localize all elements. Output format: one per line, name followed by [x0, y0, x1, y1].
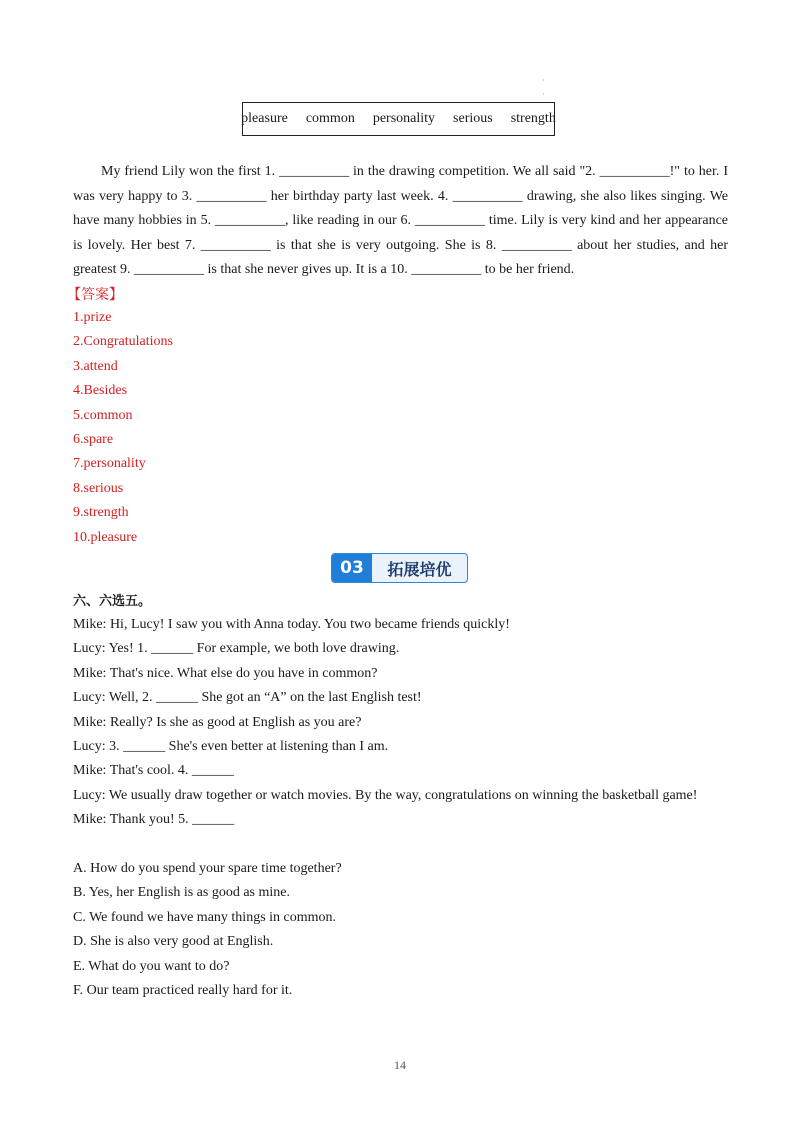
option-item: D. She is also very good at English. [73, 934, 274, 950]
word-bank-item: pleasure [241, 111, 288, 126]
dialog-line: Lucy: 3. ______ She's even better at listening than I am. [73, 738, 389, 754]
dialog-line: Mike: Really? Is she as good at English as you are? [73, 714, 362, 730]
option-item: E. What do you want to do? [73, 958, 230, 974]
dialog-line: Mike: That's cool. 4. ______ [73, 763, 234, 779]
scan-mark: · [542, 90, 545, 99]
word-bank-item: common [305, 111, 355, 126]
option-item: C. We found we have many things in common. [73, 909, 337, 925]
dialog-line: Lucy: Well, 2. ______ She got an “A” on the last English test! [73, 690, 422, 706]
answer-item: 4.Besides [73, 383, 128, 399]
answer-item: 9.strength [73, 505, 129, 521]
answer-item: 7.personality [73, 456, 146, 472]
word-bank-box [242, 102, 555, 136]
answer-item: 2.Congratulations [73, 334, 173, 350]
answer-item: 5.common [73, 407, 133, 423]
cloze-passage: My friend Lily won the first 1. __________ in the drawing competition. We all said "2. __________!" to her. I was very happy to 3. __________ her birthday party last week. 4. __________ drawing, she also likes singing. We have many hobbies in 5. __________, like reading in our 6. __________ time. Lily is very kind and her appearance is lovely. Her best 7. __________ is that she is very outgoing. She is 8. __________ about her studies, and her greatest 9. __________ is that she never gives up. It is a 10. __________ to be her friend. [73, 164, 728, 278]
scan-mark: · [542, 76, 545, 85]
dialog-line: Lucy: Yes! 1. ______ For example, we both love drawing. [73, 641, 400, 657]
option-list [73, 857, 342, 1003]
option-item: B. Yes, her English is as good as mine. [73, 885, 290, 901]
word-bank-item: strength [510, 111, 556, 126]
dialog-line: Lucy: We usually draw together or watch movies. By the way, congratulations on winning the basketball game! [73, 787, 698, 803]
section-badge-title: 拓展培优 [387, 559, 452, 579]
dialog-line: Mike: Hi, Lucy! I saw you with Anna today. You two became friends quickly! [73, 617, 510, 632]
answer-item: 6.spare [73, 431, 114, 447]
word-bank-item: personality [372, 111, 436, 126]
section-badge [331, 553, 468, 583]
word-bank-item: serious [453, 111, 493, 126]
answer-item: 3.attend [73, 358, 118, 374]
dialog-line: Mike: That's nice. What else do you have in common? [73, 665, 378, 681]
dialog [73, 613, 697, 833]
answer-list [73, 306, 173, 550]
section-heading: 六、六选五。 [73, 594, 152, 609]
answer-item: 10.pleasure [73, 529, 138, 545]
option-item: A. How do you spend your spare time together? [73, 861, 342, 876]
option-item: F. Our team practiced really hard for it. [73, 982, 293, 998]
answer-heading: 【答案】 [67, 287, 123, 303]
answer-item: 1.prize [73, 310, 112, 325]
answer-item: 8.serious [73, 480, 124, 496]
page-number: 14 [394, 1058, 406, 1072]
section-badge-number: 03 [332, 554, 372, 582]
dialog-line: Mike: Thank you! 5. ______ [73, 812, 235, 828]
